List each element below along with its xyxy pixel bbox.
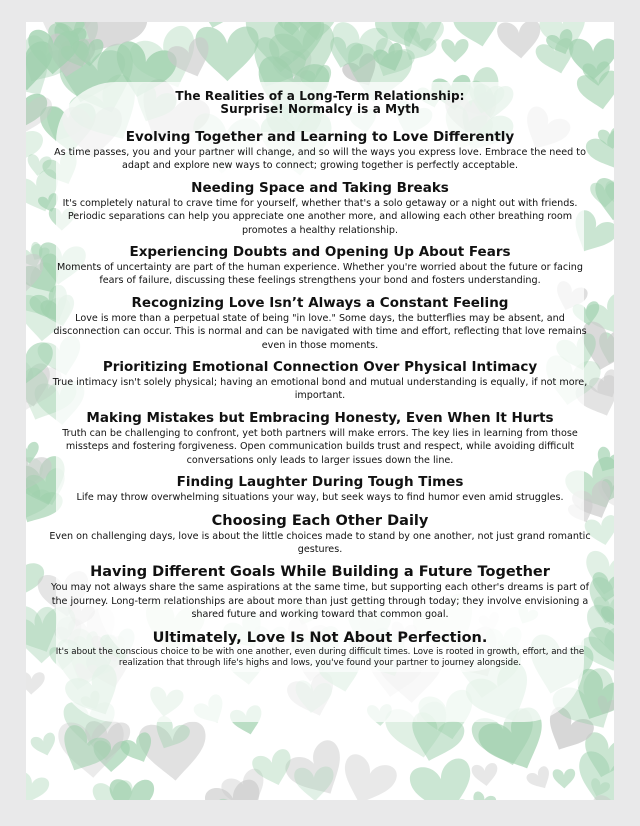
heart-decoration [30,731,60,759]
section-heading: Recognizing Love Isn’t Always a Constant Feeling [131,294,509,311]
section-body: Love is more than a perpetual state of being "in love." Some days, the butterflies may be absent, and disconnection can occur. This is normal and can be navigated with time and effort, reflecting that love remains even in those moments. [53,312,587,351]
section-body: It's about the conscious choice to be with one another, even during difficult times. Love is rooted in growth, effort, and the realization that through life's highs and lows, you've found your partner to journey alongside. [55,646,585,669]
title-line-2: Surprise! Normalcy is a Myth [220,102,420,116]
section-body: You may not always share the same aspirations at the same time, but supporting each other's dreams is part of the journey. Long-term relationships are about more than just getting through today; they involve envisioning a shared future and working toward that common goal. [50,582,590,621]
heart-decoration [525,765,555,794]
section-choosing [26,512,614,557]
section-emotional-connection [26,359,614,403]
section-heading: Experiencing Doubts and Opening Up About Fears [129,244,511,261]
heart-decoration [496,22,542,60]
heart-decoration [469,790,497,800]
section-love-feeling [26,295,614,352]
heart-decoration [556,799,584,800]
heart-decoration [26,770,51,800]
section-perfection [26,629,614,671]
section-doubts [26,244,614,288]
title-line-1: The Realities of a Long-Term Relationship: [175,89,465,103]
section-mistakes [26,410,614,467]
heart-decoration [334,752,399,800]
section-body: True intimacy isn't solely physical; having an emotional bond and mutual understanding is equally, if not more, important. [52,377,588,402]
document-page [26,22,614,800]
section-heading: Prioritizing Emotional Connection Over Physical Intimacy [102,359,538,376]
section-heading: Needing Space and Taking Breaks [191,179,449,196]
section-heading: Evolving Together and Learning to Love Differently [125,129,515,145]
section-body: Truth can be challenging to confront, yet both partners will make errors. The key lies in learning from those missteps and fostering forgiveness. Open communication builds trust and respect, while avoiding difficult conversations only leads to larger issues down the line. [62,427,578,466]
heart-decoration [441,39,468,62]
heart-decoration [471,762,499,787]
heart-decoration [553,769,576,789]
section-laughter [26,474,614,504]
section-body: Moments of uncertainty are part of the human experience. Whether you're worried about the future or facing fears of failure, discussing these feelings strengthens your bond and fosters understanding. [57,262,583,287]
page-title [26,90,614,116]
section-heading: Making Mistakes but Embracing Honesty, Even When It Hurts [86,409,554,426]
heart-decoration [407,756,479,800]
section-heading: Choosing Each Other Daily [211,512,429,529]
section-goals [26,563,614,621]
section-body: It's completely natural to crave time for yourself, whether that's a solo getaway or a night out with friends. Periodic separations can help you appreciate one another more, and allowing each other breathing room promotes a healthy relationship. [62,197,578,236]
section-heading: Having Different Goals While Building a Future Together [90,564,550,581]
section-body: Life may throw overwhelming situations your way, but seek ways to find humor even amid struggles. [76,492,564,504]
section-evolving [26,129,614,173]
document-content [26,90,614,677]
section-heading: Ultimately, Love Is Not About Perfection. [152,629,488,646]
section-body: As time passes, you and your partner will change, and so will the ways you express love. Embrace the need to adapt and explore new ways to connect; growing together is perfectly acceptable. [54,147,586,172]
section-space [26,180,614,237]
section-body: Even on challenging days, love is about the little choices made to stand by one another, not just grand romantic gestures. [49,530,591,555]
section-heading: Finding Laughter During Tough Times [176,474,464,491]
